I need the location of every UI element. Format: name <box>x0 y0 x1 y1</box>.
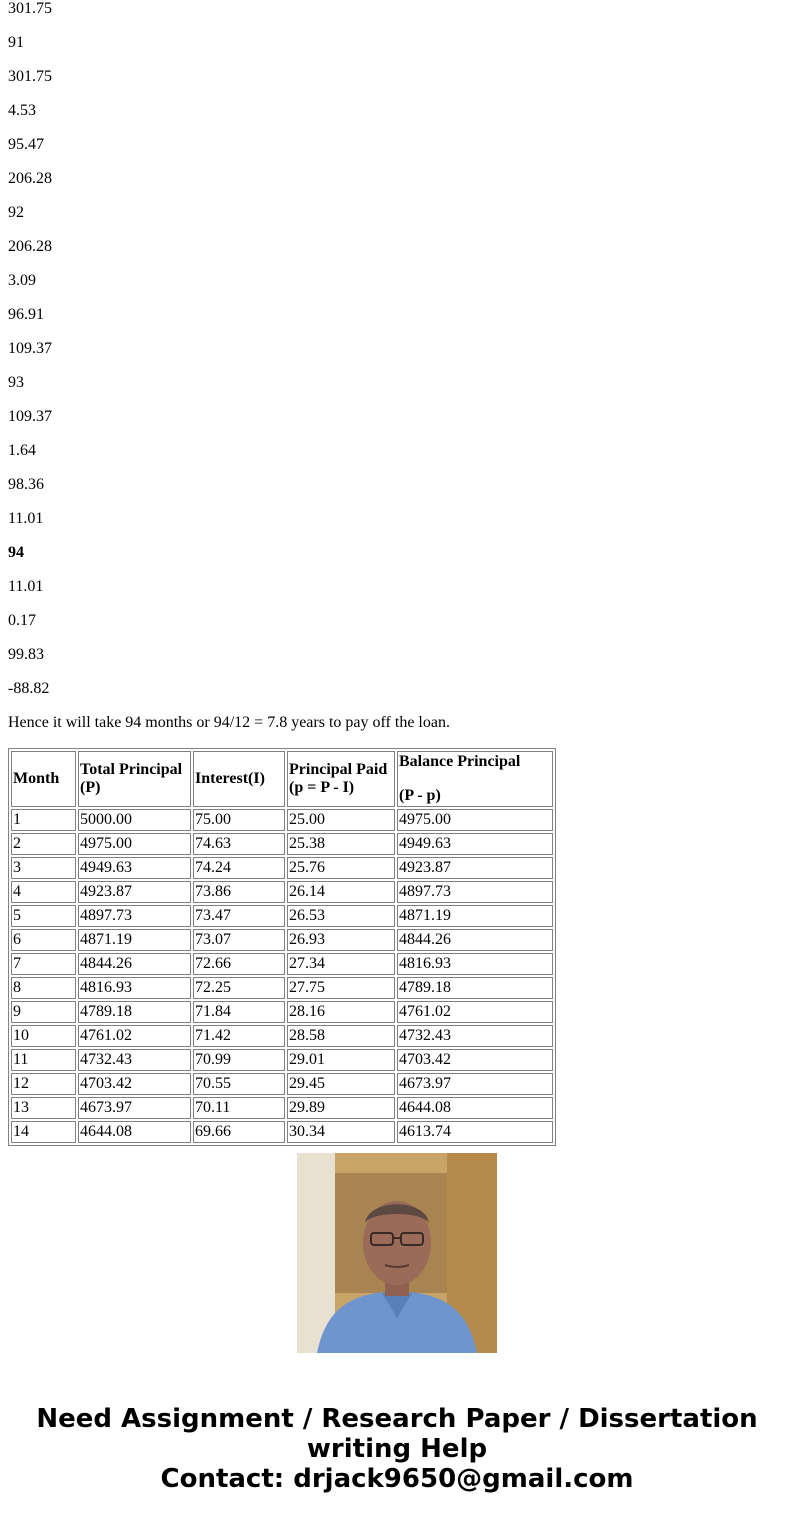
table-row <box>11 1049 553 1071</box>
table-row <box>11 1121 553 1143</box>
table-body <box>11 809 553 1143</box>
header-interest: Interest(I) <box>193 751 285 807</box>
table-header-row <box>11 751 553 807</box>
cell-principal-paid: 30.34 <box>287 1121 395 1143</box>
cell-balance-principal: 4789.18 <box>397 977 553 999</box>
cell-balance-principal: 4613.74 <box>397 1121 553 1143</box>
text-paragraph: 4.53 <box>8 102 36 119</box>
cell-total-principal: 4732.43 <box>78 1049 191 1071</box>
promo-banner <box>0 1404 794 1494</box>
cell-interest: 70.99 <box>193 1049 285 1071</box>
cell-interest: 75.00 <box>193 809 285 831</box>
table-row <box>11 1001 553 1023</box>
text-paragraph: 11.01 <box>8 578 44 595</box>
cell-principal-paid: 29.01 <box>287 1049 395 1071</box>
cell-principal-paid: 26.53 <box>287 905 395 927</box>
cell-principal-paid: 29.89 <box>287 1097 395 1119</box>
amortization-table <box>8 748 556 1146</box>
cell-total-principal: 4761.02 <box>78 1025 191 1047</box>
cell-month: 8 <box>11 977 76 999</box>
cell-month: 2 <box>11 833 76 855</box>
cell-total-principal: 4789.18 <box>78 1001 191 1023</box>
cell-balance-principal: 4703.42 <box>397 1049 553 1071</box>
cell-balance-principal: 4949.63 <box>397 833 553 855</box>
cell-total-principal: 4644.08 <box>78 1121 191 1143</box>
text-paragraph: 92 <box>8 204 24 221</box>
table-row <box>11 857 553 879</box>
cell-interest: 73.07 <box>193 929 285 951</box>
cell-total-principal: 4703.42 <box>78 1073 191 1095</box>
cell-month: 10 <box>11 1025 76 1047</box>
table-row <box>11 881 553 903</box>
cell-balance-principal: 4644.08 <box>397 1097 553 1119</box>
cell-month: 12 <box>11 1073 76 1095</box>
cell-month: 7 <box>11 953 76 975</box>
promo-line-2: writing Help <box>306 1434 488 1464</box>
cell-interest: 71.84 <box>193 1001 285 1023</box>
cell-principal-paid: 28.58 <box>287 1025 395 1047</box>
text-paragraph: 301.75 <box>8 0 52 17</box>
header-balance-principal <box>397 751 553 807</box>
text-paragraph: 96.91 <box>8 306 44 323</box>
cell-month: 14 <box>11 1121 76 1143</box>
table-row <box>11 929 553 951</box>
cell-interest: 71.42 <box>193 1025 285 1047</box>
text-paragraph: Hence it will take 94 months or 94/12 = 7.8 years to pay off the loan. <box>8 714 450 731</box>
cell-balance-principal: 4761.02 <box>397 1001 553 1023</box>
cell-interest: 74.63 <box>193 833 285 855</box>
cell-total-principal: 4949.63 <box>78 857 191 879</box>
cell-interest: 70.55 <box>193 1073 285 1095</box>
table-row <box>11 1025 553 1047</box>
answer-paragraphs <box>8 0 768 732</box>
text-paragraph: 109.37 <box>8 408 52 425</box>
cell-principal-paid: 25.00 <box>287 809 395 831</box>
cell-month: 5 <box>11 905 76 927</box>
cell-total-principal: 4871.19 <box>78 929 191 951</box>
cell-month: 9 <box>11 1001 76 1023</box>
cell-month: 4 <box>11 881 76 903</box>
cell-total-principal: 4673.97 <box>78 1097 191 1119</box>
header-balance-label: Balance Principal <box>399 753 521 770</box>
cell-month: 3 <box>11 857 76 879</box>
cell-total-principal: 4897.73 <box>78 905 191 927</box>
text-paragraph: -88.82 <box>8 680 50 697</box>
cell-principal-paid: 25.38 <box>287 833 395 855</box>
text-paragraph: 11.01 <box>8 510 44 527</box>
cell-principal-paid: 26.93 <box>287 929 395 951</box>
table-row <box>11 905 553 927</box>
header-month: Month <box>11 751 76 807</box>
cell-interest: 73.47 <box>193 905 285 927</box>
cell-total-principal: 4975.00 <box>78 833 191 855</box>
text-paragraph: 206.28 <box>8 238 52 255</box>
cell-total-principal: 5000.00 <box>78 809 191 831</box>
cell-interest: 72.66 <box>193 953 285 975</box>
cell-principal-paid: 26.14 <box>287 881 395 903</box>
text-paragraph: 95.47 <box>8 136 44 153</box>
text-paragraph: 93 <box>8 374 24 391</box>
text-paragraph: 301.75 <box>8 68 52 85</box>
author-photo <box>297 1153 497 1353</box>
text-paragraph: 3.09 <box>8 272 36 289</box>
text-paragraph: 98.36 <box>8 476 44 493</box>
cell-interest: 72.25 <box>193 977 285 999</box>
cell-interest: 70.11 <box>193 1097 285 1119</box>
cell-balance-principal: 4871.19 <box>397 905 553 927</box>
cell-balance-principal: 4975.00 <box>397 809 553 831</box>
promo-contact: Contact: drjack9650@gmail.com <box>160 1464 634 1494</box>
document-body <box>8 0 768 1140</box>
cell-principal-paid: 27.75 <box>287 977 395 999</box>
cell-balance-principal: 4673.97 <box>397 1073 553 1095</box>
table-row <box>11 833 553 855</box>
cell-month: 6 <box>11 929 76 951</box>
table-row <box>11 977 553 999</box>
cell-month: 13 <box>11 1097 76 1119</box>
table-row <box>11 953 553 975</box>
cell-balance-principal: 4923.87 <box>397 857 553 879</box>
cell-balance-principal: 4897.73 <box>397 881 553 903</box>
cell-balance-principal: 4732.43 <box>397 1025 553 1047</box>
text-paragraph: 1.64 <box>8 442 36 459</box>
cell-total-principal: 4923.87 <box>78 881 191 903</box>
promo-line-1: Need Assignment / Research Paper / Dissertation <box>36 1404 758 1434</box>
text-paragraph: 206.28 <box>8 170 52 187</box>
cell-principal-paid: 29.45 <box>287 1073 395 1095</box>
cell-month: 1 <box>11 809 76 831</box>
text-paragraph: 0.17 <box>8 612 36 629</box>
cell-interest: 74.24 <box>193 857 285 879</box>
header-balance-formula: (P - p) <box>399 787 441 804</box>
cell-balance-principal: 4816.93 <box>397 953 553 975</box>
text-paragraph: 94 <box>8 544 24 561</box>
cell-total-principal: 4816.93 <box>78 977 191 999</box>
cell-principal-paid: 25.76 <box>287 857 395 879</box>
cell-interest: 73.86 <box>193 881 285 903</box>
table-row <box>11 1073 553 1095</box>
header-principal-paid: Principal Paid (p = P - I) <box>287 751 395 807</box>
header-total-principal: Total Principal (P) <box>78 751 191 807</box>
cell-principal-paid: 28.16 <box>287 1001 395 1023</box>
table-row <box>11 1097 553 1119</box>
cell-interest: 69.66 <box>193 1121 285 1143</box>
text-paragraph: 99.83 <box>8 646 44 663</box>
cell-principal-paid: 27.34 <box>287 953 395 975</box>
cell-month: 11 <box>11 1049 76 1071</box>
person-portrait-icon <box>297 1153 497 1353</box>
cell-balance-principal: 4844.26 <box>397 929 553 951</box>
text-paragraph: 109.37 <box>8 340 52 357</box>
text-paragraph: 91 <box>8 34 24 51</box>
table-row <box>11 809 553 831</box>
cell-total-principal: 4844.26 <box>78 953 191 975</box>
